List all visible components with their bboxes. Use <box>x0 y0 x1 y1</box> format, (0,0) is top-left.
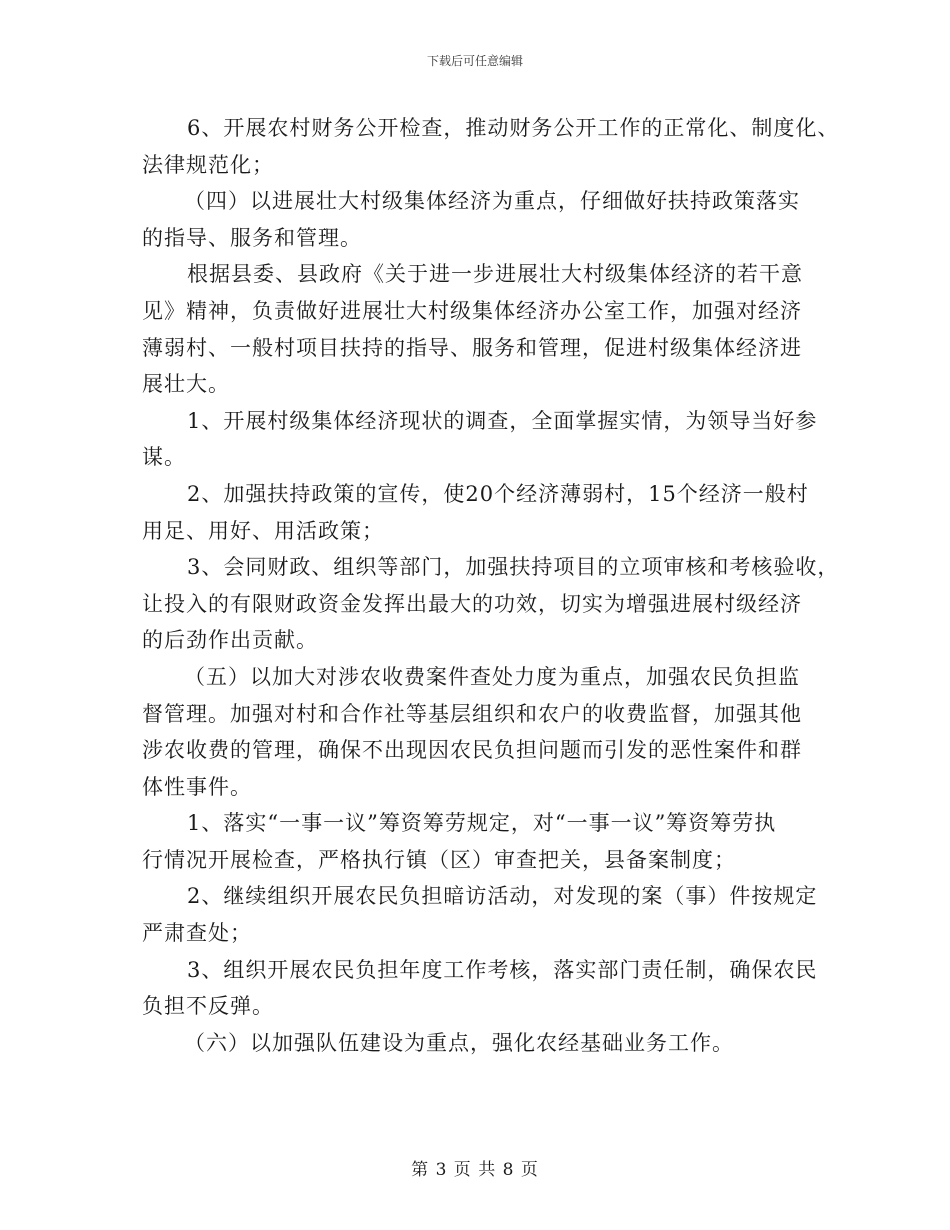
text-line: 法律规范化； <box>142 152 274 177</box>
text-line: 薄弱村、一般村项目扶持的指导、服务和管理，促进村级集体经济进 <box>142 335 802 360</box>
text-line: 展壮大。 <box>142 372 230 397</box>
text-line: 3、组织开展农民负担年度工作考核，落实部门责任制，确保农民 <box>187 957 818 982</box>
document-body <box>142 110 840 1061</box>
text-line: 根据县委、县政府《关于进一步进展壮大村级集体经济的若干意 <box>187 262 803 287</box>
text-line: 的指导、服务和管理。 <box>142 225 362 250</box>
text-line: （六）以加强队伍建设为重点，强化农经基础业务工作。 <box>184 1030 734 1055</box>
text-line: 2、加强扶持政策的宣传，使20个经济薄弱村，15个经济一般村 <box>187 481 809 506</box>
text-line: 3、会同财政、组织等部门，加强扶持项目的立项审核和考核验收， <box>187 555 840 580</box>
text-line: 谋。 <box>142 445 186 470</box>
header-note: 下载后可任意编辑 <box>426 54 523 68</box>
text-line: 的后劲作出贡献。 <box>142 628 318 653</box>
text-line: （四）以进展壮大村级集体经济为重点，仔细做好扶持政策落实 <box>184 189 800 214</box>
text-line: 体性事件。 <box>142 774 252 799</box>
text-line: 督管理。加强对村和合作社等基层组织和农户的收费监督，加强其他 <box>142 701 802 726</box>
text-line: 6、开展农村财务公开检查，推动财务公开工作的正常化、制度化、 <box>187 116 840 140</box>
text-line: 1、开展村级集体经济现状的调查，全面掌握实情，为领导当好参 <box>187 408 818 433</box>
text-line: 用足、用好、用活政策； <box>142 518 384 543</box>
text-line: 涉农收费的管理，确保不出现因农民负担问题而引发的恶性案件和群 <box>142 738 802 763</box>
page-number-footer: 第 3 页 共 8 页 <box>411 1160 539 1180</box>
text-line: 行情况开展检查，严格执行镇（区）审查把关，县备案制度； <box>142 847 736 872</box>
text-line: （五）以加大对涉农收费案件查处力度为重点，加强农民负担监 <box>184 664 800 689</box>
text-line: 严肃查处； <box>142 921 252 946</box>
text-line: 负担不反弹。 <box>142 994 274 1019</box>
text-line: 让投入的有限财政资金发挥出最大的功效，切实为增强进展村级经济 <box>142 591 802 616</box>
text-line: 见》精神，负责做好进展壮大村级集体经济办公室工作，加强对经济 <box>142 298 802 323</box>
text-line: 1、落实“一事一议”筹资筹劳规定，对“一事一议”筹资筹劳执 <box>187 811 777 836</box>
text-line: 2、继续组织开展农民负担暗访活动，对发现的案（事）件按规定 <box>187 884 818 909</box>
